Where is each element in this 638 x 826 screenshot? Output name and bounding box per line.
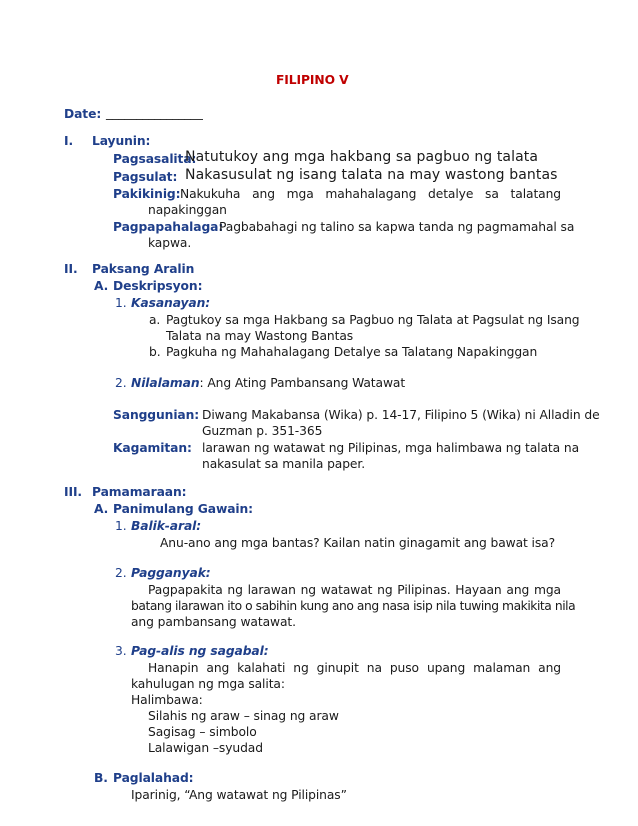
- document-title: FILIPINO V: [276, 73, 349, 87]
- item-title: Pag-alis ng sagabal:: [131, 644, 269, 658]
- date-blank: ________________: [106, 106, 203, 120]
- motivation-text: Pagpapakita ng larawan ng watawat ng Pilipinas. Hayaan ang mga: [148, 583, 561, 597]
- section-2-title: Paksang Aralin: [92, 262, 195, 276]
- materials-label: Kagamitan:: [113, 441, 192, 455]
- motivation-text-continued: batang ilarawan ito o sabihin kung ano ang nasa isip nila tuwing makikita nila: [131, 599, 576, 613]
- subsection-letter: B.: [94, 771, 108, 785]
- example-label: Halimbawa:: [131, 693, 203, 707]
- section-2-number: II.: [64, 262, 78, 276]
- content-text: Ang Ating Pambansang Watawat: [207, 376, 406, 390]
- item-number: 1.: [115, 519, 127, 533]
- content-line: Nilalaman: Ang Ating Pambansang Watawat: [131, 376, 406, 390]
- date-label: Date:: [64, 107, 102, 121]
- section-1-title: Layunin:: [92, 134, 151, 148]
- item-number: 2.: [115, 376, 127, 390]
- subsection-letter: A.: [94, 502, 109, 516]
- section-1-number: I.: [64, 134, 74, 148]
- objective-label: Pagsasalita:: [113, 152, 197, 166]
- objective-label: Pagsulat:: [113, 170, 178, 184]
- objective-text-continued: kapwa.: [148, 236, 192, 250]
- vocabulary-instruction: Hanapin ang kalahati ng ginupit na puso upang malaman ang: [148, 661, 561, 675]
- vocabulary-instruction-continued: kahulugan ng mga salita:: [131, 677, 285, 691]
- item-title: Pagganyak:: [131, 566, 211, 580]
- review-question: Anu-ano ang mga bantas? Kailan natin ginagamit ang bawat isa?: [160, 536, 556, 550]
- objective-text: Natutukoy ang mga hakbang sa pagbuo ng talata: [185, 149, 539, 165]
- item-number: 3.: [115, 644, 127, 658]
- skill-text-continued: Talata na may Wastong Bantas: [166, 329, 354, 343]
- objective-text: Nakukuha ang mga mahahalagang detalye sa talatang: [180, 187, 561, 201]
- objective-label: Pagpapahalaga:: [113, 220, 224, 234]
- item-title: Nilalaman: [131, 376, 200, 390]
- subsection-title: Deskripsyon:: [113, 279, 203, 293]
- item-number: 1.: [115, 296, 127, 310]
- objective-text-continued: napakinggan: [148, 203, 227, 217]
- skill-text: Pagtukoy sa mga Hakbang sa Pagbuo ng Talata at Pagsulat ng Isang: [166, 313, 580, 327]
- example-item: Silahis ng araw – sinag ng araw: [148, 709, 339, 723]
- example-item: Sagisag – simbolo: [148, 725, 257, 739]
- subsection-letter: A.: [94, 279, 109, 293]
- materials-text: larawan ng watawat ng Pilipinas, mga halimbawa ng talata na: [202, 441, 580, 455]
- subsection-title: Paglalahad:: [113, 771, 194, 785]
- skill-letter: b.: [149, 345, 161, 359]
- skill-text: Pagkuha ng Mahahalagang Detalye sa Talatang Napakinggan: [166, 345, 538, 359]
- item-title: Kasanayan:: [131, 296, 211, 310]
- objective-text: Pagbabahagi ng talino sa kapwa tanda ng pagmamahal sa: [219, 220, 575, 234]
- objective-label: Pakikinig:: [113, 187, 181, 201]
- motivation-text-continued: ang pambansang watawat.: [131, 615, 296, 629]
- example-item: Lalawigan –syudad: [148, 741, 263, 755]
- presentation-text: Iparinig, “Ang watawat ng Pilipinas”: [131, 788, 347, 802]
- reference-label: Sanggunian:: [113, 408, 200, 422]
- item-number: 2.: [115, 566, 127, 580]
- materials-text-continued: nakasulat sa manila paper.: [202, 457, 366, 471]
- subsection-title: Panimulang Gawain:: [113, 502, 254, 516]
- item-title: Balik-aral:: [131, 519, 202, 533]
- objective-text: Nakasusulat ng isang talata na may wastong bantas: [185, 167, 558, 183]
- reference-text-continued: Guzman p. 351-365: [202, 424, 323, 438]
- section-3-number: III.: [64, 485, 82, 499]
- reference-text: Diwang Makabansa (Wika) p. 14-17, Filipino 5 (Wika) ni Alladin de: [202, 408, 600, 422]
- skill-letter: a.: [149, 313, 161, 327]
- section-3-title: Pamamaraan:: [92, 485, 187, 499]
